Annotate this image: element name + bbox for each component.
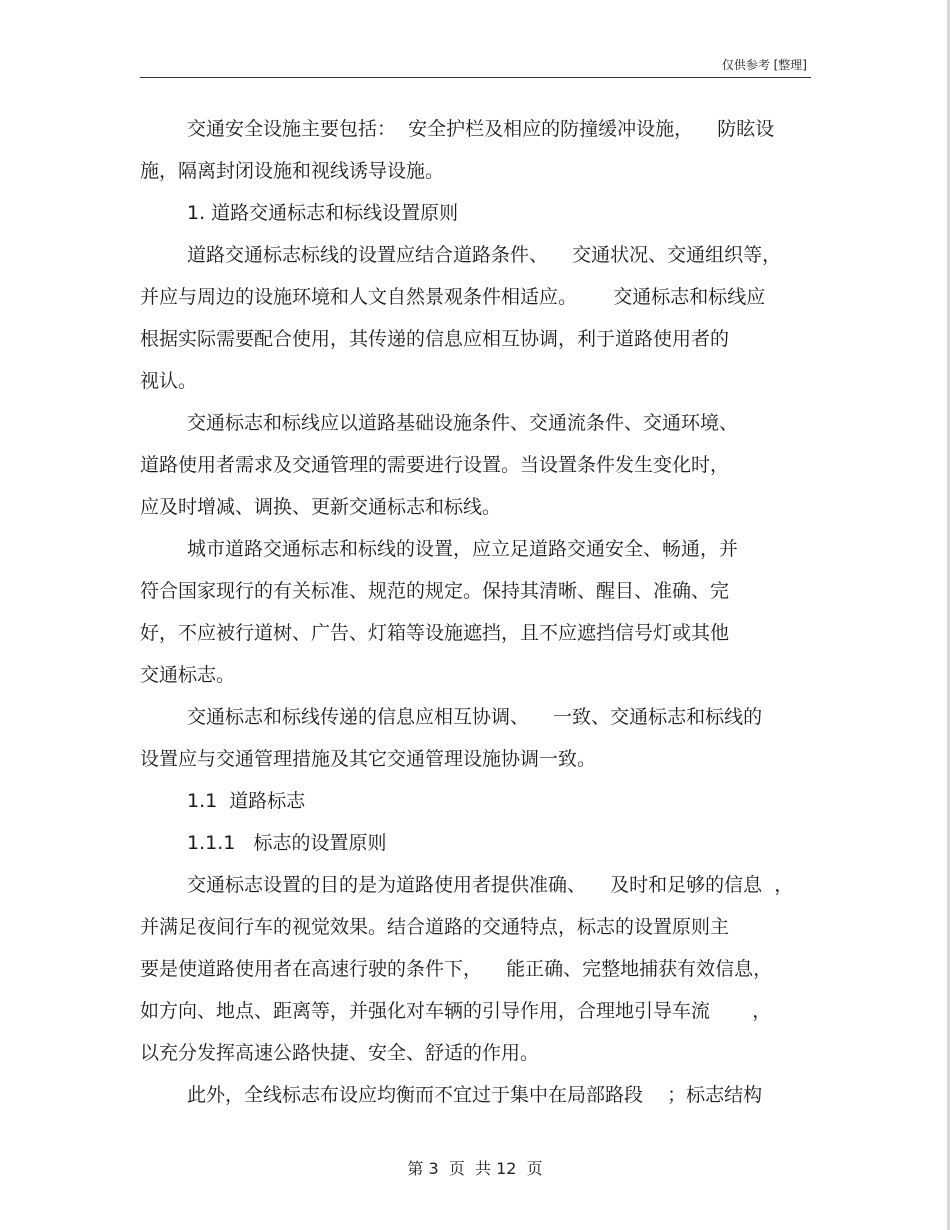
section-heading: 1. 道路交通标志和标线设置原则 [187, 202, 459, 224]
body-line: 要是使道路使用者在高速行驶的条件下， 能正确、完整地捕获有效信息， [140, 958, 773, 980]
body-line: 施，隔离封闭设施和视线诱导设施。 [140, 160, 445, 182]
body-line: 并满足夜间行车的视觉效果。结合道路的交通特点，标志的设置原则主 [140, 916, 730, 938]
page-number: 第 3 页 共 12 页 [407, 1159, 543, 1178]
subsection-heading: 1.1.1 标志的设置原则 [187, 832, 387, 854]
header-label: 仅供参考 [整理] [721, 58, 807, 72]
body-line: 应及时增减、调换、更新交通标志和标线。 [140, 496, 502, 518]
body-line: 交通标志和标线应以道路基础设施条件、交通流条件、交通环境、 [187, 412, 739, 434]
body-line: 交通安全设施主要包括： 安全护栏及相应的防撞缓冲设施， 防眩设 [187, 118, 775, 140]
body-line: 如方向、地点、距离等，并强化对车辆的引导作用，合理地引导车流 ， [140, 1000, 772, 1022]
body-line: 根据实际需要配合使用，其传递的信息应相互协调，利于道路使用者的 [140, 328, 730, 350]
section-heading: 1.1 道路标志 [187, 790, 306, 812]
body-line: 视认。 [140, 370, 198, 392]
body-line: 交通标志。 [140, 664, 236, 686]
body-line: 此外，全线标志布设应均衡而不宜过于集中在局部路段 ；标志结构 [187, 1084, 763, 1106]
body-line: 并应与周边的设施环境和人文自然景观条件相适应。 交通标志和标线应 [140, 286, 766, 308]
body-line: 设置应与交通管理措施及其它交通管理设施协调一致。 [140, 748, 597, 770]
body-line: 以充分发挥高速公路快捷、安全、舒适的作用。 [140, 1042, 540, 1064]
body-line: 好，不应被行道树、广告、灯箱等设施遮挡，且不应遮挡信号灯或其他 [140, 622, 730, 644]
body-line: 城市道路交通标志和标线的设置，应立足道路交通安全、畅通，并 [187, 538, 739, 560]
body-line: 符合国家现行的有关标准、规范的规定。保持其清晰、醒目、准确、完 [140, 580, 730, 602]
body-line: 交通标志和标线传递的信息应相互协调、 一致、交通标志和标线的 [187, 706, 763, 728]
body-line: 道路使用者需求及交通管理的需要进行设置。当设置条件发生变化时， [140, 454, 730, 476]
body-line: 道路交通标志标线的设置应结合道路条件、 交通状况、交通组织等， [187, 244, 782, 266]
body-line: 交通标志设置的目的是为道路使用者提供准确、 及时和足够的信息 ， [187, 874, 794, 896]
header-divider [140, 77, 811, 78]
